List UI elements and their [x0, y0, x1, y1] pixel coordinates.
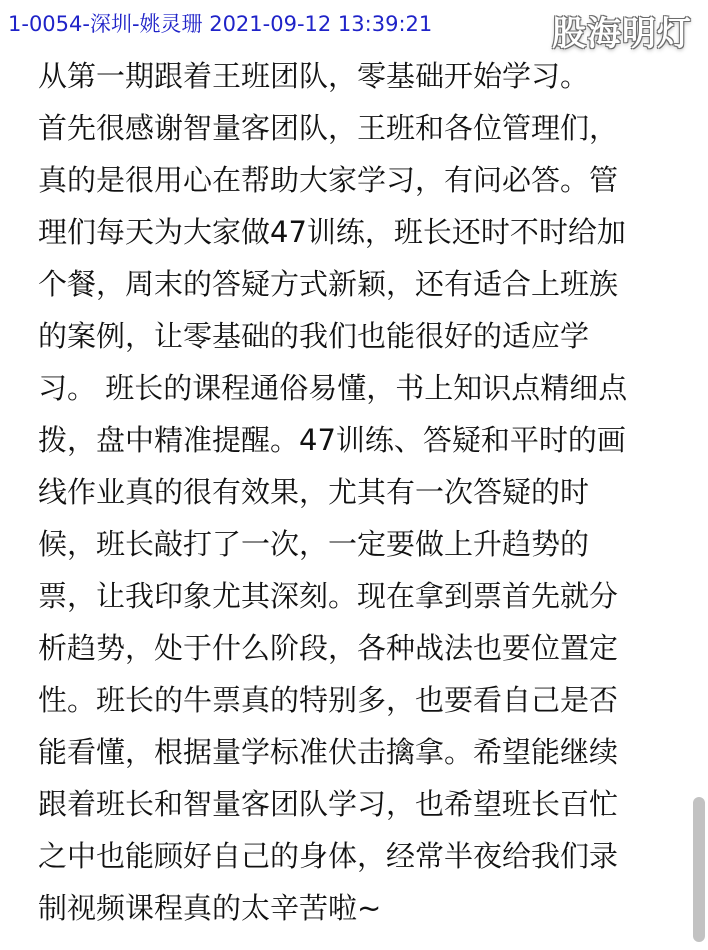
message-line: 真的是很用心在帮助大家学习，有问必答。管: [38, 163, 619, 197]
message-line: 制视频课程真的太辛苦啦~: [38, 891, 382, 925]
message-line: 理们每天为大家做47训练，班长还时不时给加: [38, 215, 626, 249]
message-line: 个餐，周末的答疑方式新颖，还有适合上班族: [38, 267, 619, 301]
message-line: 候，班长敲打了一次，一定要做上升趋势的: [38, 527, 590, 561]
message-body: [38, 50, 688, 934]
message-line: 性。班长的牛票真的特别多，也要看自己是否: [38, 683, 619, 717]
message-meta-header: 1-0054-深圳-姚灵珊 2021-09-12 13:39:21: [8, 12, 433, 36]
scrollbar-thumb[interactable]: [693, 797, 705, 942]
watermark-logo: 股海明灯: [552, 14, 692, 54]
message-line: 跟着班长和智量客团队学习，也希望班长百忙: [38, 787, 619, 821]
message-line: 析趋势，处于什么阶段，各种战法也要位置定: [38, 631, 619, 665]
message-line: 从第一期跟着王班团队，零基础开始学习。: [38, 59, 590, 93]
message-line: 能看懂，根据量学标准伏击擒拿。希望能继续: [38, 735, 619, 769]
vertical-scrollbar[interactable]: [690, 0, 708, 950]
message-line: 拨，盘中精准提醒。47训练、答疑和平时的画: [38, 423, 626, 457]
message-line: 票，让我印象尤其深刻。现在拿到票首先就分: [38, 579, 619, 613]
message-line: 之中也能顾好自己的身体，经常半夜给我们录: [38, 839, 619, 873]
message-line: 的案例，让零基础的我们也能很好的适应学: [38, 319, 590, 353]
message-line: 习。 班长的课程通俗易懂，书上知识点精细点: [38, 371, 628, 405]
message-line: 线作业真的很有效果，尤其有一次答疑的时: [38, 475, 590, 509]
message-line: 首先很感谢智量客团队，王班和各位管理们，: [38, 111, 619, 145]
